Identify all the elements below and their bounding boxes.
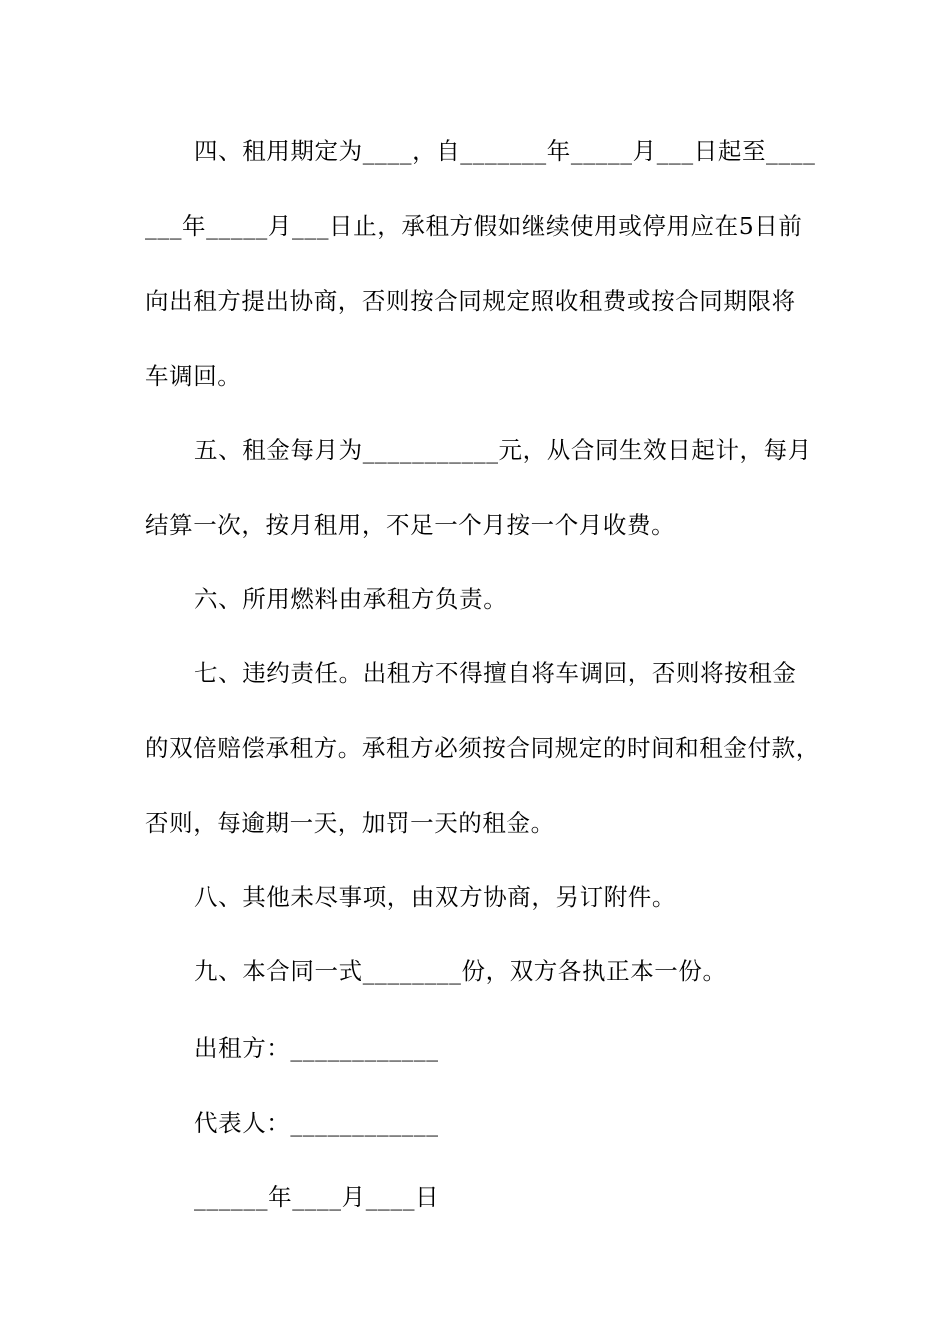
clause-4-line-4: 车调回。 xyxy=(145,362,242,390)
clause-7-line-1: 七、违约责任。出租方不得擅自将车调回，否则将按租金 xyxy=(194,659,797,687)
clause-7-line-3: 否则，每逾期一天，加罚一天的租金。 xyxy=(145,809,555,837)
clause-9: 九、本合同一式________份，双方各执正本一份。 xyxy=(194,957,727,985)
clause-4-line-3: 向出租方提出协商，否则按合同规定照收租费或按合同期限将 xyxy=(145,287,796,315)
lessor-signature-line: 出租方：____________ xyxy=(194,1034,439,1062)
clause-5-line-1: 五、租金每月为___________元，从合同生效日起计，每月 xyxy=(194,436,812,464)
clause-4-line-1: 四、租用期定为____，自_______年_____月___日起至____ xyxy=(194,137,816,165)
clause-7-line-2: 的双倍赔偿承租方。承租方必须按合同规定的时间和租金付款， xyxy=(145,734,820,762)
clause-4-line-2: ___年_____月___日止，承租方假如继续使用或停用应在5日前 xyxy=(145,212,803,240)
clause-5-line-2: 结算一次，按月租用，不足一个月按一个月收费。 xyxy=(145,511,676,539)
date-line: ______年____月____日 xyxy=(194,1183,440,1211)
clause-6: 六、所用燃料由承租方负责。 xyxy=(194,585,508,613)
clause-8: 八、其他未尽事项，由双方协商，另订附件。 xyxy=(194,883,676,911)
representative-signature-line: 代表人：____________ xyxy=(194,1109,439,1137)
